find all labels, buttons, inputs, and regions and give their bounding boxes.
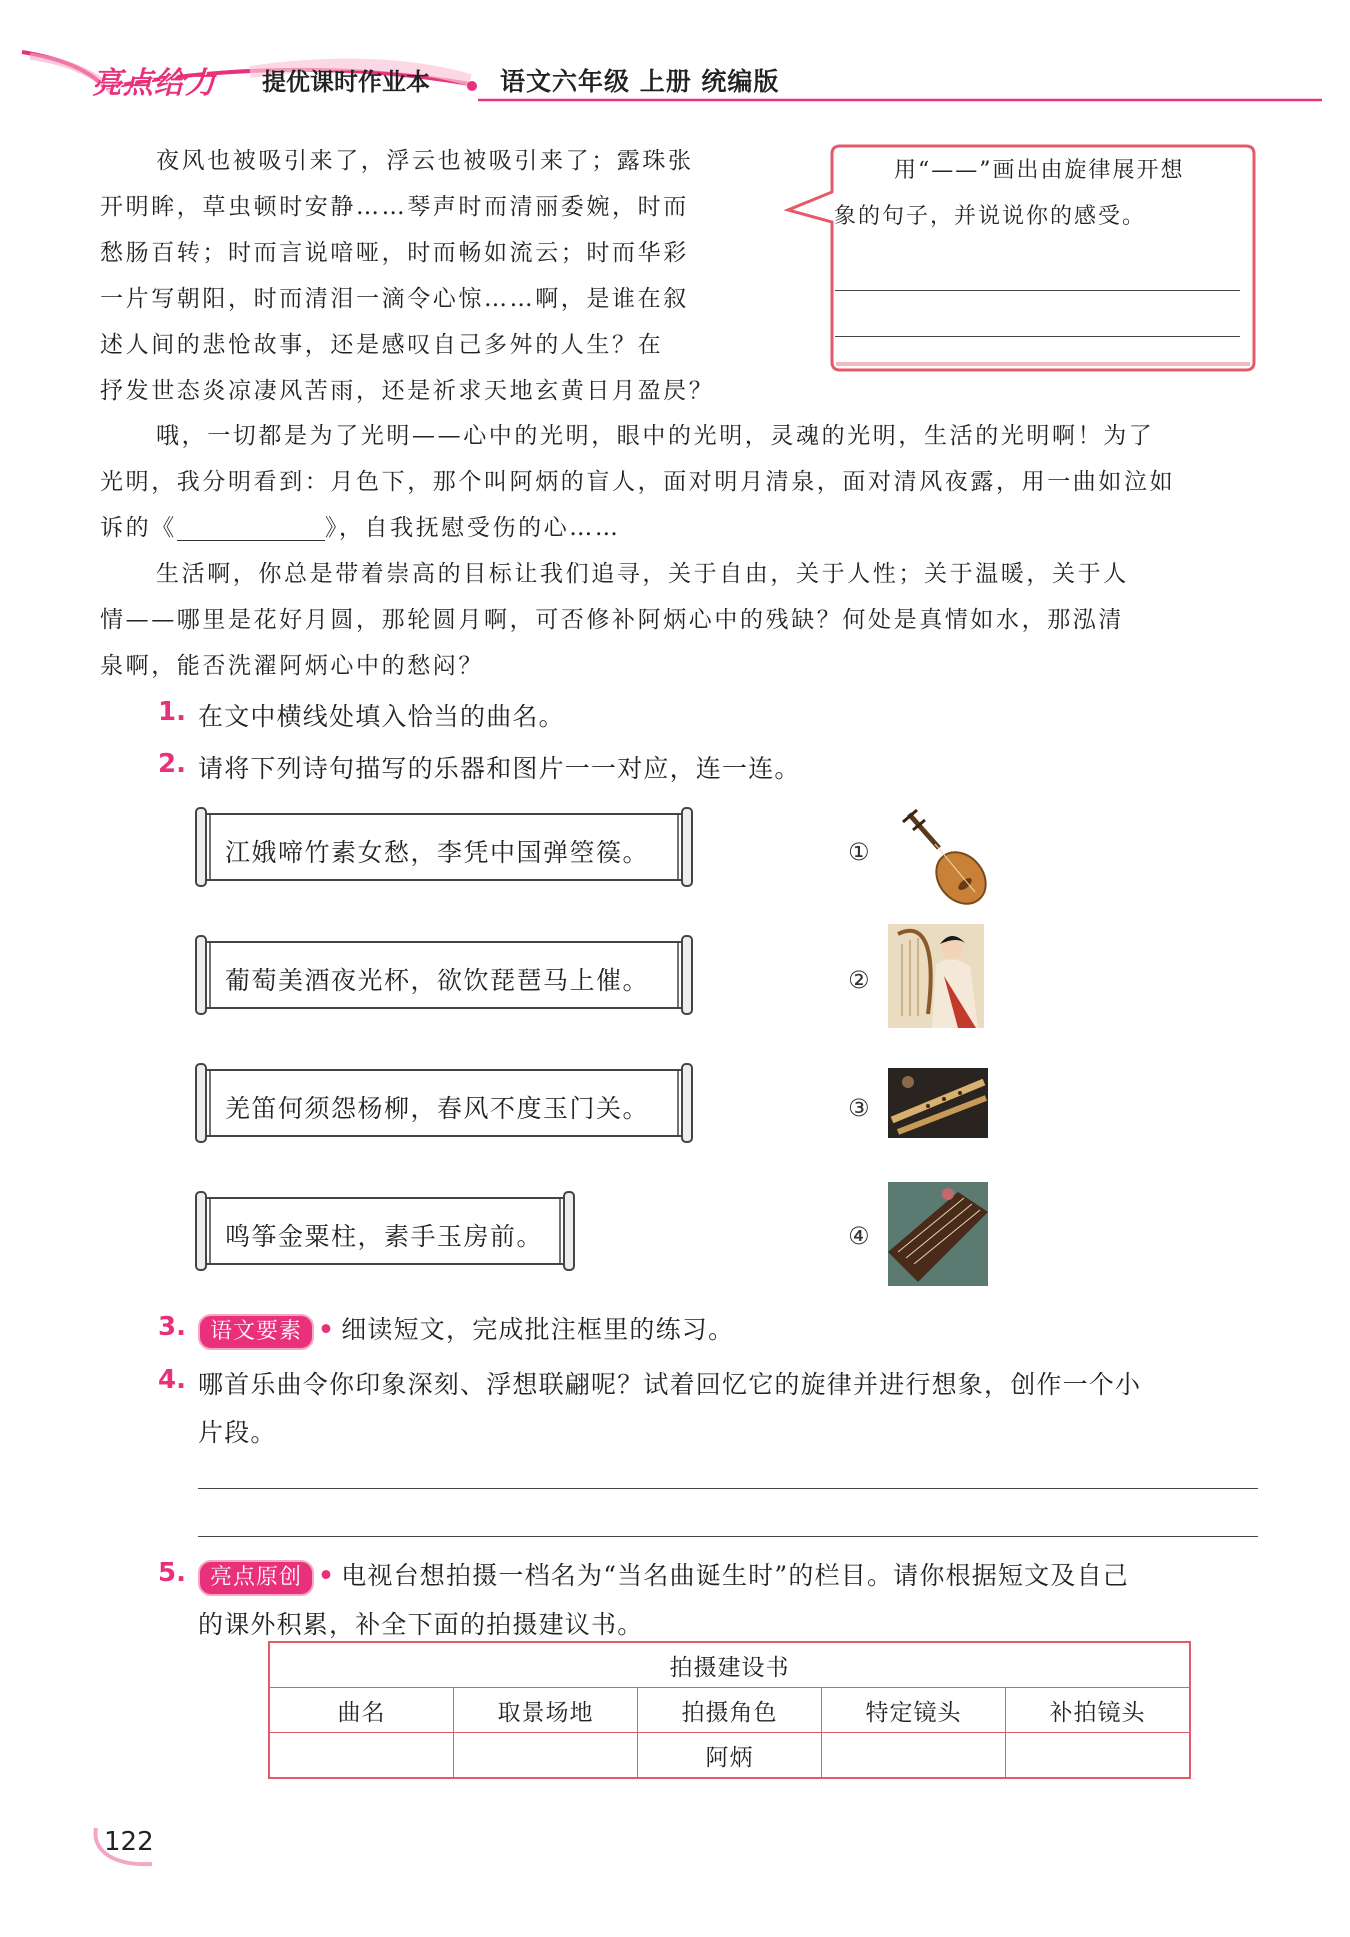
song-title-blank[interactable] xyxy=(177,514,325,541)
picture-number-3: ③ xyxy=(848,1094,870,1122)
question-5-line1: 亮点原创 • 电视台想拍摄一档名为“当名曲诞生时”的栏目。请你根据短文及自己 xyxy=(198,1556,1129,1596)
question-1-number: 1. xyxy=(158,697,186,727)
passage-paragraph-2 xyxy=(100,413,1175,551)
table-header-cell: 拍摄角色 xyxy=(638,1688,822,1733)
table-header-row xyxy=(269,1688,1190,1733)
passage-line xyxy=(100,505,1175,551)
passage-line: 生活啊，你总是带着崇高的目标让我们追寻，关于自由，关于人性；关于温暖，关于人 xyxy=(156,561,1129,587)
picture-number-1: ① xyxy=(848,838,870,866)
poem-3: 羌笛何须怨杨柳，春风不度玉门关。 xyxy=(225,1094,650,1123)
question-4-answer-line[interactable] xyxy=(198,1536,1258,1537)
passage-line: 夜风也被吸引来了，浮云也被吸引来了；露珠张 xyxy=(156,148,694,174)
shooting-proposal-table xyxy=(268,1641,1191,1779)
picture-number-4: ④ xyxy=(848,1222,870,1250)
table-cell-location[interactable] xyxy=(454,1733,638,1779)
table-cell-role: 阿炳 xyxy=(638,1733,822,1779)
pipa-icon[interactable] xyxy=(895,808,995,908)
annotation-answer-line[interactable] xyxy=(835,336,1240,337)
poem-1: 江娥啼竹素女愁，李凭中国弹箜篌。 xyxy=(225,838,650,867)
question-5-body: 电视台想拍摄一档名为“当名曲诞生时”的栏目。请你根据短文及自己 xyxy=(341,1561,1129,1590)
table-cell-extra-shot[interactable] xyxy=(1006,1733,1191,1779)
passage-paragraph-3 xyxy=(100,551,1129,689)
passage-line: 情——哪里是花好月圆，那轮圆月啊，可否修补阿炳心中的残缺？何处是真情如水，那泓清 xyxy=(100,607,1124,633)
tag-chinese-element: 语文要素 xyxy=(198,1314,314,1350)
question-4-number: 4. xyxy=(158,1365,186,1395)
passage-line: 光明，我分明看到：月色下，那个叫阿炳的盲人，面对明月清泉，面对清风夜露，用一曲如泣如 xyxy=(100,469,1176,495)
question-4-answer-line[interactable] xyxy=(198,1488,1258,1489)
question-2-number: 2. xyxy=(158,749,186,779)
annotation-line: 象的句子，并说说你的感受。 xyxy=(834,204,1147,229)
passage-text: 诉的《 xyxy=(100,515,177,541)
page-header xyxy=(0,0,1350,120)
page-number: 122 xyxy=(104,1827,154,1857)
annotation-answer-line[interactable] xyxy=(835,290,1240,291)
table-cell-special-shot[interactable] xyxy=(822,1733,1006,1779)
poem-4: 鸣筝金粟柱，素手玉房前。 xyxy=(225,1222,544,1251)
table-header-cell: 曲名 xyxy=(269,1688,454,1733)
question-4-line1: 哪首乐曲令你印象深刻、浮想联翩呢？试着回忆它的旋律并进行想象，创作一个小 xyxy=(198,1370,1142,1399)
question-3-number: 3. xyxy=(158,1312,186,1342)
annotation-box xyxy=(822,148,1254,366)
passage-line: 泉啊，能否洗濯阿炳心中的愁闷？ xyxy=(100,653,484,679)
annotation-line: 用“——”画出由旋律展开想 xyxy=(894,158,1185,183)
passage-paragraph-1 xyxy=(100,138,714,414)
table-row xyxy=(269,1733,1190,1779)
question-3-body: 细读短文，完成批注框里的练习。 xyxy=(341,1315,735,1344)
poem-2: 葡萄美酒夜光杯，欲饮琵琶马上催。 xyxy=(225,966,650,995)
konghou-harp-icon[interactable] xyxy=(888,924,984,1028)
passage-line: 述人间的悲怆故事，还是感叹自己多舛的人生？在 xyxy=(100,332,664,358)
passage-line: 哦，一切都是为了光明——心中的光明，眼中的光明，灵魂的光明，生活的光明啊！为了 xyxy=(156,423,1155,449)
question-2-text: 请将下列诗句描写的乐器和图片一一对应，连一连。 xyxy=(198,754,801,783)
table-header-cell: 取景场地 xyxy=(454,1688,638,1733)
question-1-text: 在文中横线处填入恰当的曲名。 xyxy=(198,702,565,731)
annotation-text xyxy=(822,148,1254,240)
question-5-number: 5. xyxy=(158,1558,186,1588)
question-5-line2: 的课外积累，补全下面的拍摄建议书。 xyxy=(198,1610,644,1639)
passage-line: 一片写朝阳，时而清泪一滴令心惊……啊，是谁在叙 xyxy=(100,286,689,312)
passage-text: 》，自我抚慰受伤的心…… xyxy=(324,515,621,541)
picture-number-2: ② xyxy=(848,966,870,994)
table-title-row xyxy=(269,1642,1190,1688)
table-header-cell: 补拍镜头 xyxy=(1006,1688,1191,1733)
table-title: 拍摄建设书 xyxy=(269,1642,1190,1688)
passage-line: 抒发世态炎凉凄风苦雨，还是祈求天地玄黄日月盈昃？ xyxy=(100,378,715,404)
passage-line: 愁肠百转；时而言说喑哑，时而畅如流云；时而华彩 xyxy=(100,240,689,266)
flute-icon[interactable] xyxy=(888,1068,988,1138)
question-4-line2: 片段。 xyxy=(198,1418,277,1447)
question-3-text: 语文要素 • 细读短文，完成批注框里的练习。 xyxy=(198,1310,734,1350)
zheng-icon[interactable] xyxy=(888,1182,988,1286)
workbook-title: 提优课时作业本 xyxy=(262,68,430,96)
table-header-cell: 特定镜头 xyxy=(822,1688,1006,1733)
tag-original: 亮点原创 xyxy=(198,1560,314,1596)
passage-line: 开明眸，草虫顿时安静……琴声时而清丽委婉，时而 xyxy=(100,194,689,220)
brand-logo: 亮点给力 xyxy=(92,66,216,101)
table-cell-song[interactable] xyxy=(269,1733,454,1779)
subject-info: 语文六年级 上册 统编版 xyxy=(500,67,780,96)
